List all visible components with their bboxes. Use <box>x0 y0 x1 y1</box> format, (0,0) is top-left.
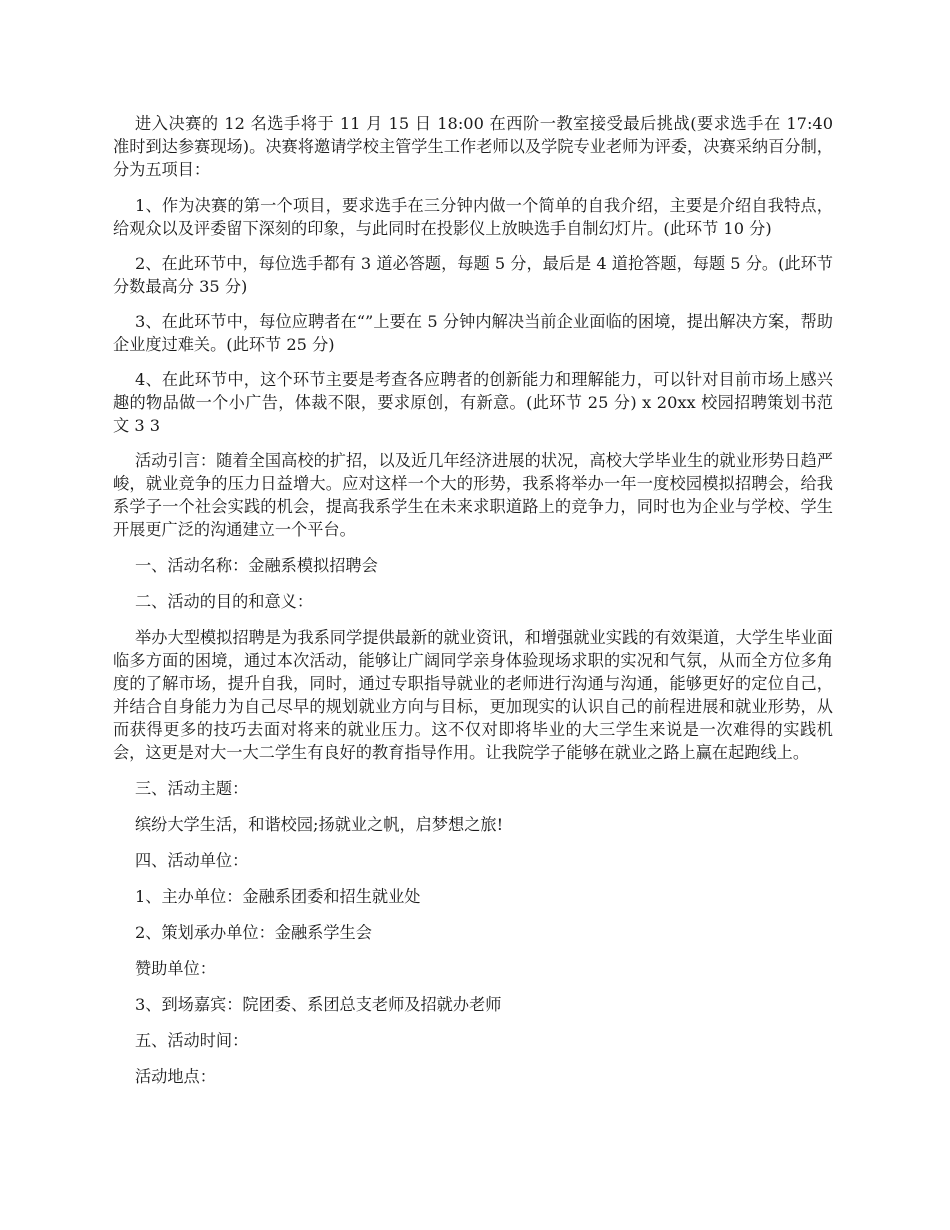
paragraph-guests: 3、到场嘉宾：院团委、系团总支老师及招就办老师 <box>135 995 502 1014</box>
paragraph-item-3: 3、在此环节中，每位应聘者在“”上要在 5 分钟内解决当前企业面临的困境，提出解决方案，帮助企业度过难关。(此环节 25 分) <box>113 312 833 354</box>
paragraph-item-2: 2、在此环节中，每位选手都有 3 道必答题，每题 5 分，最后是 4 道抢答题，每题 5 分。(此环节分数最高分 35 分) <box>113 254 833 296</box>
heading-time: 五、活动时间： <box>135 1031 249 1050</box>
paragraph-item-1: 1、作为决赛的第一个项目，要求选手在三分钟内做一个简单的自我介绍，主要是介绍自我特点，给观众以及评委留下深刻的印象，与此同时在投影仪上放映选手自制幻灯片。(此环节 10 分) <box>113 196 833 238</box>
heading-activity-name: 一、活动名称：金融系模拟招聘会 <box>135 556 378 575</box>
paragraph-host-unit: 1、主办单位：金融系团委和招生就业处 <box>135 887 421 906</box>
heading-units: 四、活动单位： <box>135 851 249 870</box>
paragraph-sponsor-unit: 赞助单位： <box>135 959 216 978</box>
heading-theme: 三、活动主题： <box>135 779 249 798</box>
paragraph-activity-intro: 活动引言：随着全国高校的扩招，以及近几年经济进展的状况，高校大学毕业生的就业形势日趋严峻，就业竞争的压力日益增大。应对这样一个大的形势，我系将举办一年一度校园模拟招聘会，给我系学子一个社会实践的机会，提高我系学生在未来求职道路上的竞争力，同时也为企业与学校、学生开展更广泛的沟通建立一个平台。 <box>113 451 833 539</box>
paragraph-purpose: 举办大型模拟招聘是为我系同学提供最新的就业资讯，和增强就业实践的有效渠道，大学生毕业面临多方面的困境，通过本次活动，能够让广阔同学亲身体验现场求职的实况和气氛，从而全方位多角度的了解市场，提升自我，同时，通过专职指导就业的老师进行沟通与沟通，能够更好的定位自己，并结合自身能力为自己尽早的规划就业方向与目标，更加现实的认识自己的前程进展和就业形势，从而获得更多的技巧去面对将来的就业压力。这不仅对即将毕业的大三学生来说是一次难得的实践机会，这更是对大一大二学生有良好的教育指导作用。让我院学子能够在就业之路上赢在起跑线上。 <box>113 628 833 762</box>
paragraph-theme: 缤纷大学生活，和谐校园;扬就业之帆，启梦想之旅! <box>135 815 504 834</box>
paragraph-final-intro: 进入决赛的 12 名选手将于 11 月 15 日 18:00 在西阶一教室接受最后挑战(要求选手在 17:40 准时到达参赛现场)。决赛将邀请学校主管学生工作老师以及学院专业老师为评委，决赛采纳百分制，分为五项目： <box>113 114 833 179</box>
paragraph-location: 活动地点： <box>135 1067 216 1086</box>
paragraph-organizer-unit: 2、策划承办单位：金融系学生会 <box>135 923 372 942</box>
paragraph-item-4: 4、在此环节中，这个环节主要是考查各应聘者的创新能力和理解能力，可以针对目前市场上感兴趣的物品做一个小广告，体裁不限，要求原创，有新意。(此环节 25 分) x 20xx 校园招聘策划书范文 3 3 <box>113 370 833 435</box>
heading-purpose: 二、活动的目的和意义： <box>135 592 314 611</box>
document-body <box>113 112 833 1101</box>
